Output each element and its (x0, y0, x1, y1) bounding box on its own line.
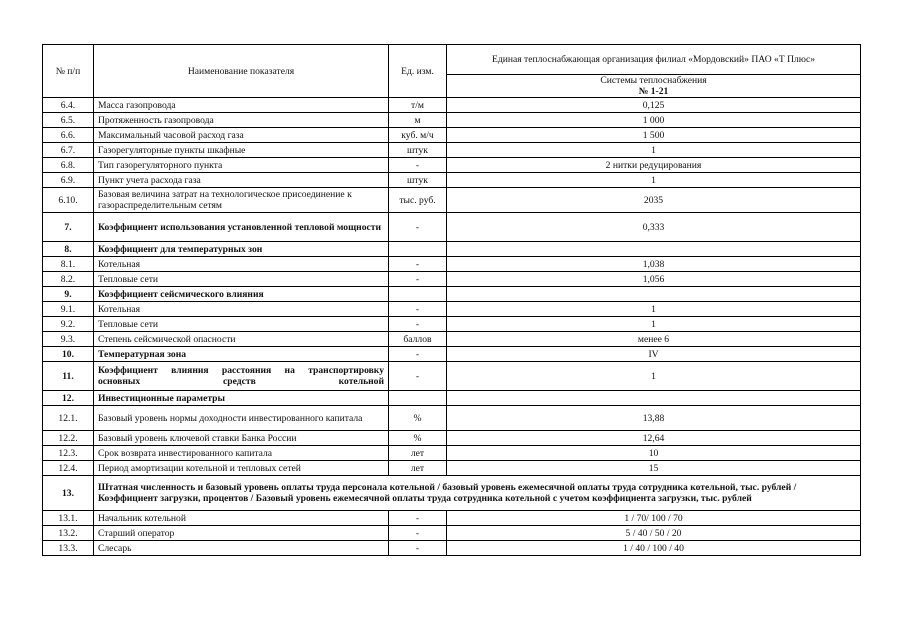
row-name: Срок возврата инвестированного капитала (94, 446, 389, 461)
header-systems (447, 75, 861, 98)
row-value: IV (447, 347, 861, 362)
row-num: 6.9. (43, 173, 94, 188)
table-row (43, 347, 861, 362)
row-unit: % (389, 406, 447, 431)
row-value: менее 6 (447, 332, 861, 347)
row-num: 9. (43, 287, 94, 302)
row-value: 1 (447, 362, 861, 391)
row-value: 10 (447, 446, 861, 461)
row-num: 13.1. (43, 511, 94, 526)
row-name: Степень сейсмической опасности (94, 332, 389, 347)
table-row (43, 391, 861, 406)
row-num: 6.4. (43, 98, 94, 113)
table-row (43, 431, 861, 446)
row-num: 9.2. (43, 317, 94, 332)
table-header-row (43, 45, 861, 75)
table-row (43, 541, 861, 556)
row-num: 6.10. (43, 188, 94, 213)
row-value: 1,056 (447, 272, 861, 287)
row-num: 12.2. (43, 431, 94, 446)
row-name: Тепловые сети (94, 272, 389, 287)
row-name: Коэффициент влияния расстояния на транспортировку основных средств котельной (94, 362, 389, 391)
row-name: Коэффициент сейсмического влияния (94, 287, 389, 302)
row-value: 1 / 40 / 100 / 40 (447, 541, 861, 556)
table-row (43, 213, 861, 242)
row-value: 1 (447, 302, 861, 317)
header-systems-number: № 1-21 (638, 86, 669, 97)
row-unit: - (389, 213, 447, 242)
row-unit: тыс. руб. (389, 188, 447, 213)
row-value: 1,038 (447, 257, 861, 272)
table-row (43, 98, 861, 113)
row-unit: куб. м/ч (389, 128, 447, 143)
row-name: Протяженность газопровода (94, 113, 389, 128)
row-value: 2035 (447, 188, 861, 213)
table-row (43, 406, 861, 431)
row-num: 12. (43, 391, 94, 406)
row-unit: лет (389, 446, 447, 461)
header-unit: Ед. изм. (389, 45, 447, 98)
row-num: 9.1. (43, 302, 94, 317)
table-row (43, 476, 861, 511)
row-value (447, 391, 861, 406)
row-unit (389, 242, 447, 257)
row-unit: % (389, 431, 447, 446)
row-name: Базовый уровень ключевой ставки Банка России (94, 431, 389, 446)
row-name: Период амортизации котельной и тепловых сетей (94, 461, 389, 476)
table-row (43, 362, 861, 391)
row-num: 11. (43, 362, 94, 391)
row-num: 6.8. (43, 158, 94, 173)
row-value: 0,125 (447, 98, 861, 113)
table-row (43, 128, 861, 143)
table-row (43, 461, 861, 476)
row-num: 8.1. (43, 257, 94, 272)
row-num: 8. (43, 242, 94, 257)
row-name: Температурная зона (94, 347, 389, 362)
row-unit (389, 287, 447, 302)
table-row (43, 272, 861, 287)
row-unit (389, 391, 447, 406)
row-name: Коэффициент для температурных зон (94, 242, 389, 257)
row-num: 6.5. (43, 113, 94, 128)
table-row (43, 242, 861, 257)
row-unit: баллов (389, 332, 447, 347)
row-value: 13,88 (447, 406, 861, 431)
row-unit: - (389, 272, 447, 287)
table-row (43, 317, 861, 332)
row-unit: - (389, 257, 447, 272)
row-value: 1 / 70/ 100 / 70 (447, 511, 861, 526)
row-name: Масса газопровода (94, 98, 389, 113)
row-num: 6.7. (43, 143, 94, 158)
row-value: 5 / 40 / 50 / 20 (447, 526, 861, 541)
row-name: Котельная (94, 257, 389, 272)
row-unit: - (389, 526, 447, 541)
row-name: Тепловые сети (94, 317, 389, 332)
header-name: Наименование показателя (94, 45, 389, 98)
table-row (43, 188, 861, 213)
row-num: 10. (43, 347, 94, 362)
row-value: 0,333 (447, 213, 861, 242)
row-value: 2 нитки редуцирования (447, 158, 861, 173)
row-num: 13.3. (43, 541, 94, 556)
row-value: 1 (447, 143, 861, 158)
row-unit: - (389, 302, 447, 317)
row-name: Газорегуляторные пункты шкафные (94, 143, 389, 158)
indicators-table (42, 44, 861, 556)
row-unit: штук (389, 143, 447, 158)
row-name: Старший оператор (94, 526, 389, 541)
header-num: № п/п (43, 45, 94, 98)
row-num: 12.4. (43, 461, 94, 476)
row-name: Штатная численность и базовый уровень оплаты труда персонала котельной / базовый уровень ежемесячной оплаты труда сотрудника котельной, тыс. рублей / Коэффициент загрузки, процентов / Базовый уровень ежемесячной оплаты труда сотрудника котельной с учетом коэффициента загрузки, тыс. рублей (94, 476, 861, 511)
table-row (43, 302, 861, 317)
row-num: 7. (43, 213, 94, 242)
table-row (43, 287, 861, 302)
header-org: Единая теплоснабжающая организация филиал «Мордовский» ПАО «Т Плюс» (447, 45, 861, 75)
row-name: Базовый уровень нормы доходности инвестированного капитала (94, 406, 389, 431)
row-unit: м (389, 113, 447, 128)
row-unit: - (389, 511, 447, 526)
row-unit: - (389, 362, 447, 391)
row-unit: - (389, 317, 447, 332)
row-value (447, 287, 861, 302)
row-num: 6.6. (43, 128, 94, 143)
row-name: Коэффициент использования установленной тепловой мощности (94, 213, 389, 242)
row-num: 13. (43, 476, 94, 511)
row-value: 15 (447, 461, 861, 476)
row-unit: - (389, 158, 447, 173)
table-row (43, 446, 861, 461)
row-name: Начальник котельной (94, 511, 389, 526)
row-name: Пункт учета расхода газа (94, 173, 389, 188)
row-name: Слесарь (94, 541, 389, 556)
table-row (43, 113, 861, 128)
table-row (43, 143, 861, 158)
row-unit: т/м (389, 98, 447, 113)
row-value: 1 500 (447, 128, 861, 143)
row-num: 13.2. (43, 526, 94, 541)
row-num: 12.3. (43, 446, 94, 461)
row-num: 12.1. (43, 406, 94, 431)
row-name: Котельная (94, 302, 389, 317)
row-unit: - (389, 347, 447, 362)
row-name: Тип газорегуляторного пункта (94, 158, 389, 173)
row-value: 1 (447, 317, 861, 332)
table-row (43, 526, 861, 541)
row-num: 8.2. (43, 272, 94, 287)
table-row (43, 332, 861, 347)
row-value (447, 242, 861, 257)
row-name: Максимальный часовой расход газа (94, 128, 389, 143)
table-row (43, 173, 861, 188)
row-value: 1 000 (447, 113, 861, 128)
table-row (43, 257, 861, 272)
row-name: Инвестиционные параметры (94, 391, 389, 406)
header-systems-label: Системы теплоснабжения (600, 75, 707, 86)
row-value: 12,64 (447, 431, 861, 446)
row-value: 1 (447, 173, 861, 188)
row-unit: штук (389, 173, 447, 188)
row-num: 9.3. (43, 332, 94, 347)
row-unit: - (389, 541, 447, 556)
table-row (43, 511, 861, 526)
table-row (43, 158, 861, 173)
row-name: Базовая величина затрат на технологическое присоединение к газораспределительным сетям (94, 188, 389, 213)
row-unit: лет (389, 461, 447, 476)
